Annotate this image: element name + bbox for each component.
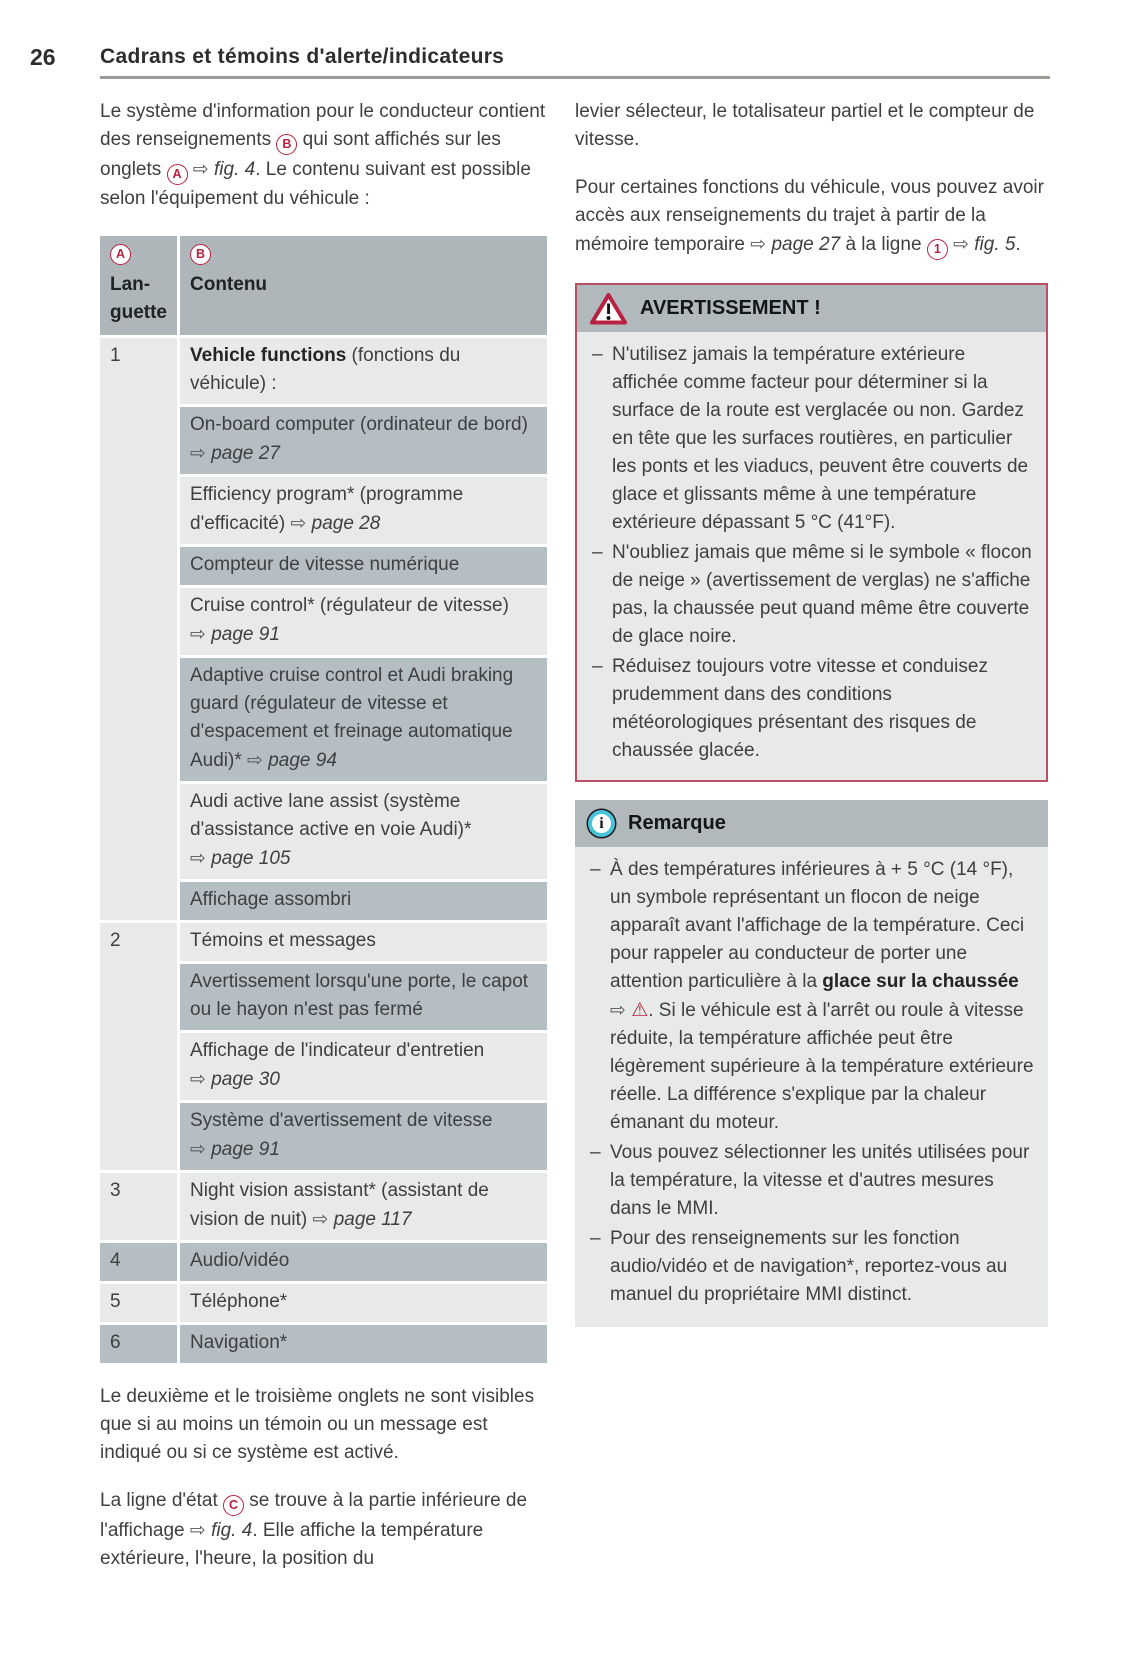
ref-arrow-icon: ⇨: [192, 158, 209, 180]
trip-memory-paragraph: Pour certaines fonctions du véhicule, vous pouvez avoir accès aux renseignements du trajet à partir de la mémoire temporaire ⇨ page 27 à la ligne 1 ⇨ fig. 5.: [575, 174, 1048, 260]
circled-c-icon: C: [223, 1495, 244, 1516]
header-label-languette: Lan-guette: [110, 274, 167, 323]
content-cell: Affichage de l'indicateur d'entretien ⇨ page 30: [180, 1033, 547, 1100]
chapter-title: Cadrans et témoins d'alerte/indicateurs: [100, 45, 505, 68]
list-item: – N'utilisez jamais la température extérieure affichée comme facteur pour déterminer si la surface de la route est verglacée ou non. Gardez en tête que les surfaces routières, en particulier les ponts et les viaducs, peuvent être couverts de glace et glissants même à une température extérieure dépassant 5 °C (41°F).: [591, 341, 1034, 537]
left-column: [100, 98, 550, 1573]
content-cell: Night vision assistant* (assistant de vision de nuit) ⇨ page 117: [180, 1173, 547, 1240]
right-column: [575, 98, 1048, 1327]
warning-box: [575, 283, 1048, 782]
warning-box-body: [577, 332, 1046, 780]
note-box-body: [575, 847, 1048, 1327]
circle-b-icon: B: [190, 244, 211, 265]
ref-arrow-icon: ⇨: [190, 442, 206, 464]
circled-1-icon: 1: [927, 239, 948, 260]
content-cell: Avertissement lorsqu'une porte, le capot ou le hayon n'est pas fermé: [180, 964, 547, 1030]
inline-warning-triangle-icon: ⚠: [631, 999, 649, 1021]
content-cell: Audi active lane assist (système d'assistance active en voie Audi)* ⇨ page 105: [180, 784, 547, 879]
note-box-title: Remarque: [628, 812, 726, 834]
content-cell: Audio/vidéo: [180, 1243, 547, 1281]
list-item: – Pour des renseignements sur les fonction audio/vidéo et de navigation*, reportez-vous au manuel du propriétaire MMI distinct.: [589, 1225, 1036, 1309]
ref-arrow-icon: ⇨: [190, 1138, 206, 1160]
ref-arrow-icon: ⇨: [189, 1519, 206, 1541]
ref-arrow-icon: ⇨: [190, 623, 206, 645]
ref-arrow-icon: ⇨: [247, 749, 263, 771]
content-cell: Affichage assombri: [180, 882, 547, 920]
list-item: – N'oubliez jamais que même si le symbole « flocon de neige » (avertissement de verglas) ne s'affiche pas, la chaussée peut quand même être couverte de glace noire.: [591, 539, 1034, 651]
ref-arrow-icon: ⇨: [750, 233, 767, 255]
content-cell: Navigation*: [180, 1325, 547, 1363]
circle-a-icon: A: [110, 244, 131, 265]
content-cell: On-board computer (ordinateur de bord) ⇨ page 27: [180, 407, 547, 474]
status-line-paragraph: La ligne d'état C se trouve à la partie inférieure de l'affichage ⇨ fig. 4. Elle affiche la température extérieure, l'heure, la position du: [100, 1490, 528, 1569]
intro-paragraph: Le système d'information pour le conducteur contient des renseignements B qui sont affichés sur les onglets A ⇨ fig. 4. Le contenu suivant est possible selon l'équipement du véhicule :: [100, 101, 546, 209]
content-cell: Compteur de vitesse numérique: [180, 547, 547, 585]
content-cell: Téléphone*: [180, 1284, 547, 1322]
languette-cell: 1: [100, 338, 177, 920]
header-cell-contenu: [180, 236, 547, 335]
header-label-contenu: Contenu: [190, 274, 268, 295]
list-item: – Réduisez toujours votre vitesse et conduisez prudemment dans des conditions météorologiques présentant des risques de chaussée glacée.: [591, 653, 1034, 765]
continuation-paragraph: levier sélecteur, le totalisateur partiel et le compteur de vitesse.: [575, 101, 1035, 150]
circled-a-icon: A: [167, 164, 188, 185]
note-box: [575, 800, 1048, 1327]
content-cell: Témoins et messages: [180, 923, 547, 961]
ref-arrow-icon: ⇨: [290, 512, 307, 534]
warning-box-title: AVERTISSEMENT !: [640, 297, 821, 319]
warning-triangle-icon: [590, 292, 627, 325]
table-row: [100, 923, 547, 961]
content-cell: Système d'avertissement de vitesse ⇨ page 91: [180, 1103, 547, 1170]
header-cell-languette: [100, 236, 177, 335]
ref-arrow-icon: ⇨: [190, 1068, 206, 1090]
tabs-visibility-paragraph: Le deuxième et le troisième onglets ne sont visibles que si au moins un témoin ou un message est indiqué ou si ce système est activé.: [100, 1386, 535, 1463]
table-header-row: [100, 236, 547, 335]
languette-cell: 6: [100, 1325, 177, 1363]
languette-cell: 5: [100, 1284, 177, 1322]
content-cell: Vehicle functions (fonctions du véhicule) :: [180, 338, 547, 404]
content-table: [97, 233, 550, 1366]
table-row: [100, 1173, 547, 1240]
list-item: – À des températures inférieures à + 5 °C (14 °F), un symbole représentant un flocon de neige apparaît avant l'affichage de la température. Ceci pour rappeler au conducteur de porter une attention particulière à la glace sur la chaussée ⇨ ⚠. Si le véhicule est à l'arrêt ou roule à vitesse réduite, la température affichée peut être légèrement supérieure à la température extérieure réelle. La différence s'explique par la chaleur émanant du moteur.: [589, 856, 1036, 1137]
languette-cell: 3: [100, 1173, 177, 1240]
ref-arrow-icon: ⇨: [312, 1208, 329, 1230]
ref-arrow-icon: ⇨: [190, 847, 206, 869]
languette-cell: 2: [100, 923, 177, 1170]
header-rule: [100, 76, 1050, 79]
note-box-header: [575, 800, 1048, 847]
table-row: [100, 1243, 547, 1281]
content-cell: Efficiency program* (programme d'efficacité) ⇨ page 28: [180, 477, 547, 544]
table-row: [100, 338, 547, 404]
circled-b-icon: B: [276, 134, 297, 155]
content-table-body: [100, 338, 547, 1363]
content-cell: Adaptive cruise control et Audi braking guard (régulateur de vitesse et d'espacement et freinage automatique Audi)* ⇨ page 94: [180, 658, 547, 781]
languette-cell: 4: [100, 1243, 177, 1281]
ref-arrow-icon: ⇨: [610, 999, 626, 1021]
table-row: [100, 1325, 547, 1363]
info-icon: i: [588, 810, 615, 837]
content-cell: Cruise control* (régulateur de vitesse) ⇨ page 91: [180, 588, 547, 655]
page-number: 26: [30, 44, 56, 70]
table-row: [100, 1284, 547, 1322]
warning-box-header: [577, 285, 1046, 332]
ref-arrow-icon: ⇨: [953, 233, 969, 255]
list-item: – Vous pouvez sélectionner les unités utilisées pour la température, la vitesse et d'autres mesures dans le MMI.: [589, 1139, 1036, 1223]
